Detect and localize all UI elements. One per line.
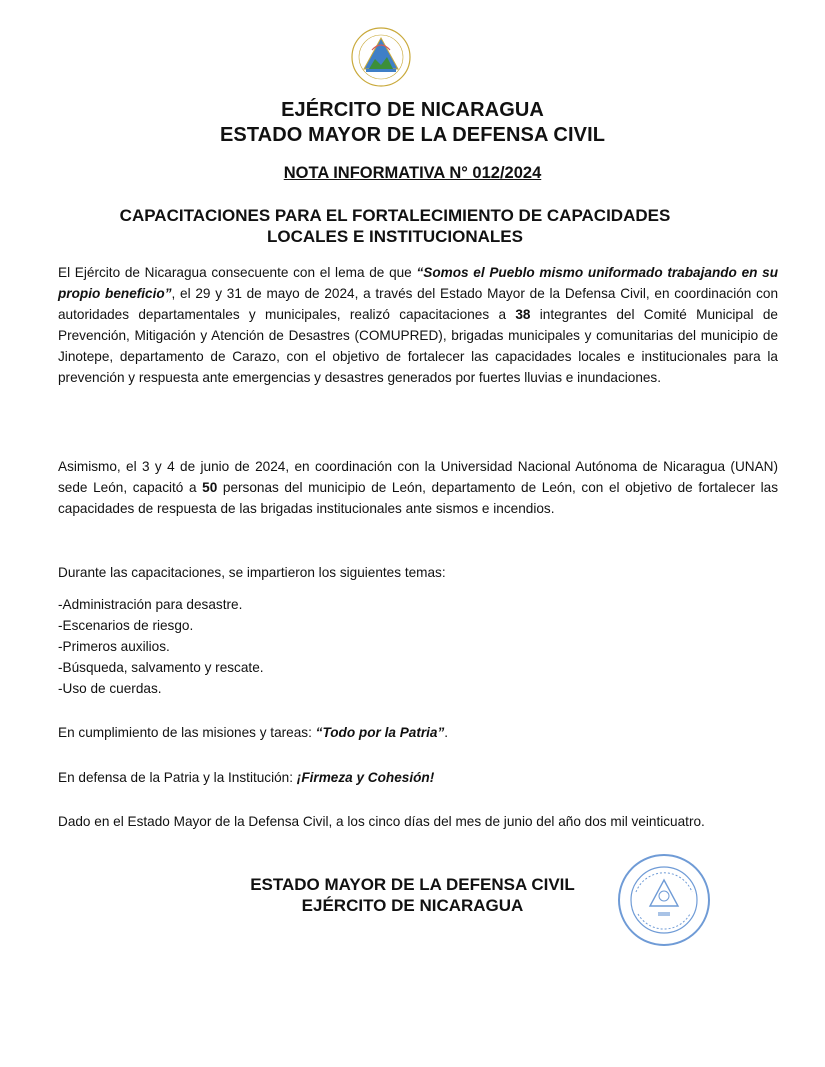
paragraph1-lead: El Ejército de Nicaragua consecuente con el lema de que	[58, 265, 417, 280]
mission-statement	[58, 722, 778, 743]
mission-lead: En cumplimiento de las misiones y tareas:	[58, 725, 316, 740]
note-number-title	[0, 164, 825, 183]
topics-list	[58, 594, 778, 699]
defense-slogan: ¡Firmeza y Cohesión!	[296, 770, 435, 785]
participants-count-38: 38	[515, 307, 531, 322]
participants-count-50: 50	[202, 480, 218, 495]
nicaragua-coat-of-arms-icon	[350, 26, 412, 88]
signature-line2: EJÉRCITO DE NICARAGUA	[301, 896, 524, 915]
mission-end: .	[444, 725, 449, 740]
paragraph2-lead: Asimismo, el 3 y 4 de junio de 2024, en coordinación con la Universidad Nacional Autónoma de Nicaragua (UNAN) sede León, capacitó a	[58, 459, 778, 495]
paragraph-jinotepe	[58, 262, 778, 388]
army-motto: “Somos el Pueblo mismo uniformado trabajando en su propio beneficio”	[58, 265, 779, 301]
paragraph1-tail: integrantes del Comité Municipal de Prevención, Mitigación y Atención de Desastres (COMUPRED), brigadas municipales y comunitarias del municipio de Jinotepe, departamento de Carazo, con el objetivo de fortalecer las capacidades locales e institucionales para la prevención y respuesta ante emergencias y desastres generados por fuertes lluvias e inundaciones.	[58, 307, 778, 385]
dated-statement: Dado en el Estado Mayor de la Defensa Civil, a los cinco días del mes de junio del año dos mil veinticuatro.	[58, 814, 705, 829]
signature-line1: ESTADO MAYOR DE LA DEFENSA CIVIL	[250, 875, 575, 894]
defense-statement	[58, 767, 778, 788]
subject-line2: LOCALES E INSTITUCIONALES	[267, 227, 523, 246]
list-item: -Uso de cuerdas.	[58, 681, 162, 696]
list-item: -Escenarios de riesgo.	[58, 618, 194, 633]
list-item: -Administración para desastre.	[58, 597, 243, 612]
list-item: -Búsqueda, salvamento y rescate.	[58, 660, 264, 675]
note-number-text: NOTA INFORMATIVA N° 012/2024	[283, 164, 542, 182]
paragraph2-tail: personas del municipio de León, departamento de León, con el objetivo de fortalecer las capacidades de respuesta de las brigadas institucionales ante sismos e incendios.	[58, 480, 778, 516]
paragraph-leon	[58, 456, 778, 519]
header-title-line1: EJÉRCITO DE NICARAGUA	[281, 99, 544, 121]
list-item: -Primeros auxilios.	[58, 639, 170, 654]
paragraph1-mid: , el 29 y 31 de mayo de 2024, a través del Estado Mayor de la Defensa Civil, en coordinación con autoridades departamentales y municipales, realizó capacitaciones a	[58, 286, 778, 322]
official-stamp-icon	[616, 852, 712, 948]
subject-line1: CAPACITACIONES PARA EL FORTALECIMIENTO DE CAPACIDADES	[119, 206, 671, 225]
defense-lead: En defensa de la Patria y la Institución:	[58, 770, 297, 785]
subject-heading	[0, 205, 790, 247]
mission-slogan: “Todo por la Patria”	[315, 725, 445, 740]
topics-intro: Durante las capacitaciones, se impartieron los siguientes temas:	[58, 565, 446, 580]
header-title-line2: ESTADO MAYOR DE LA DEFENSA CIVIL	[219, 124, 606, 146]
